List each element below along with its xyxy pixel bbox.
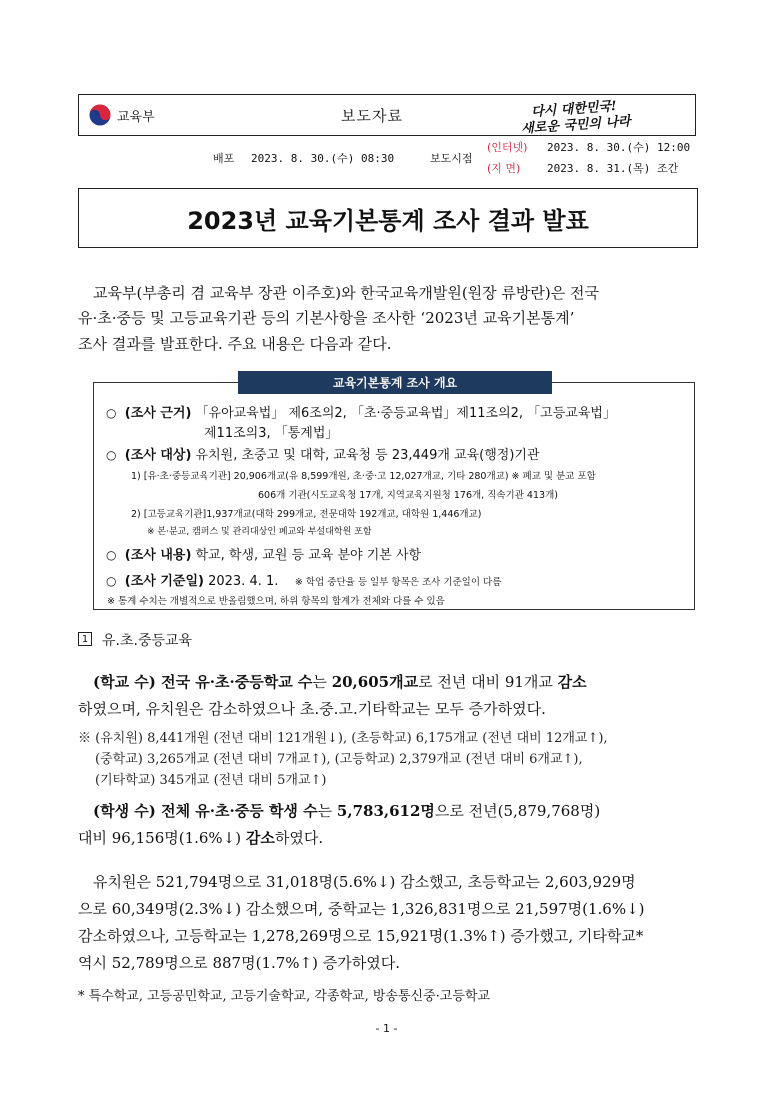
date-note: ※ 학업 중단율 등 일부 항목은 조사 기준일이 다름 (294, 577, 502, 588)
schools-note3: (기타학교) 345개교 (전년 대비 5개교↑) (95, 773, 327, 788)
students-lead-d: 으로 전년(5,879,768명) (434, 802, 601, 820)
schools-lead-a: (학교 수) 전국 유·초·중등학교 수 (93, 673, 313, 691)
schools-line2: 하였으며, 유치원은 감소하였으나 초.중.고.기타학교는 모두 증가하였다. (78, 700, 546, 718)
page-number: - 1 - (375, 1022, 398, 1035)
doc-type: 보도자료 (341, 107, 403, 125)
target-sub2b: ※ 본·분교, 캠퍼스 및 관리대상인 폐교와 부설대학원 포함 (147, 527, 372, 537)
date-label: (조사 기준일) (124, 574, 204, 589)
students-lead-b: 는 (317, 802, 337, 820)
students-line2-c: 하였다. (274, 829, 324, 847)
intro-line-1: 교육부(부총리 겸 교육부 장관 이주호)와 한국교육개발원(원장 류방란)은 전국 (93, 284, 599, 302)
students-detail-3: 감소하였으나, 고등학교는 1,278,269명으로 15,921명(1.3%↑) 증가했고, 기타학교* (78, 927, 644, 945)
schools-note1: ※ (유치원) 8,441개원 (전년 대비 121개원↓), (초등학교) 6,175개교 (전년 대비 12개교↑), (78, 731, 608, 746)
students-line2-a: 대비 96,156명(1.6%↓) (78, 829, 246, 847)
target-sub2: 2) [고등교육기관]1,937개교(대학 299개교, 전문대학 192개교, 대학원 1,446개교) (131, 509, 482, 520)
content-row (106, 544, 421, 563)
students-detail-2: 으로 60,349명(2.3%↓) 감소했으며, 중학교는 1,326,831명으로 21,597명(1.6%↓) (78, 900, 645, 918)
target-sub1: 1) [유·초·중등교육기관] 20,906개교(유 8,599개원, 초·중·고 12,027개교, 기타 280개교) ※ 폐교 및 분교 포함 (131, 471, 596, 482)
students-detail-4: 역시 52,789명으로 887명(1.7%↑) 증가하였다. (78, 954, 400, 972)
basis-line1: 「유아교육법」 제6조의2, 「초·중등교육법」제11조의2, 「고등교육법」 (195, 406, 616, 421)
slogan-line1: 다시 대한민국! (530, 99, 618, 120)
date-row (106, 570, 501, 589)
basis-line2: 제11조의3, 「통계법」 (204, 426, 339, 441)
schools-lead-c: 20,605개교 (331, 673, 419, 691)
section-title: 유.초.중등교육 (102, 633, 193, 649)
students-line1 (93, 799, 600, 824)
basis-row (106, 402, 616, 421)
schools-lead-b: 는 (312, 673, 332, 691)
title-box (78, 188, 698, 248)
internet-label: (인터넷) (487, 141, 528, 154)
students-footnote: * 특수학교, 고등공민학교, 고등기술학교, 각종학교, 방송통신중·고등학교 (78, 989, 491, 1004)
overview-footnote: ※ 통계 수치는 개별적으로 반올림했으며, 하위 항목의 합계가 전체와 다를 수 있음 (107, 596, 445, 607)
taeguk-logo-icon (89, 104, 111, 126)
date-bullet: ○ (106, 574, 117, 588)
overview-header: 교육기본통계 조사 개요 (238, 371, 552, 394)
header-box (78, 94, 696, 136)
target-bullet: ○ (106, 448, 117, 462)
schools-lead-e: 감소 (557, 673, 587, 691)
target-row (106, 444, 540, 463)
ministry-name: 교육부 (117, 110, 155, 125)
students-lead-c: 5,783,612명 (336, 802, 435, 820)
students-line2-b: 감소 (245, 829, 275, 847)
content-bullet: ○ (106, 548, 117, 562)
schools-lead-d: 로 전년 대비 91개교 (418, 673, 558, 691)
content-text: 학교, 학생, 교원 등 교육 분야 기본 사항 (195, 548, 422, 563)
page-title: 2023년 교육기본통계 조사 결과 발표 (187, 206, 589, 235)
students-detail-1: 유치원은 521,794명으로 31,018명(5.6%↓) 감소했고, 초등학교는 2,603,929명 (93, 873, 636, 891)
target-label: (조사 대상) (124, 448, 192, 463)
intro-line-2: 유·초·중등 및 고등교육기관 등의 기본사항을 조사한 ‘2023년 교육기본통계’ (78, 309, 575, 327)
content-label: (조사 내용) (124, 548, 192, 563)
dist-date: 2023. 8. 30.(수) 08:30 (251, 152, 395, 165)
dist-label: 배포 (213, 152, 235, 165)
slogan-line2: 새로운 국민의 나라 (520, 114, 632, 137)
release-time-label: 보도시점 (430, 152, 473, 165)
paper-date: 2023. 8. 31.(목) 조간 (547, 162, 679, 175)
paper-label: (지 면) (487, 162, 521, 175)
date-text: 2023. 4. 1. (208, 574, 279, 589)
target-sub1b: 606개 기관(시도교육청 17개, 지역교육지원청 176개, 직속기관 413개) (258, 490, 558, 501)
students-lead-a: (학생 수) 전체 유·초·중등 학생 수 (93, 802, 318, 820)
basis-label: (조사 근거) (124, 406, 192, 421)
target-text: 유치원, 초중고 및 대학, 교육청 등 23,449개 교육(행정)기관 (195, 448, 540, 463)
basis-bullet: ○ (106, 406, 117, 420)
section-number-box: 1 (78, 632, 92, 646)
intro-line-3: 조사 결과를 발표한다. 주요 내용은 다음과 같다. (78, 335, 392, 353)
internet-date: 2023. 8. 30.(수) 12:00 (547, 141, 691, 154)
schools-note2: (중학교) 3,265개교 (전년 대비 7개교↑), (고등학교) 2,379개교 (전년 대비 6개교↑), (95, 752, 583, 767)
schools-line1 (93, 670, 587, 695)
students-line2 (78, 826, 323, 851)
